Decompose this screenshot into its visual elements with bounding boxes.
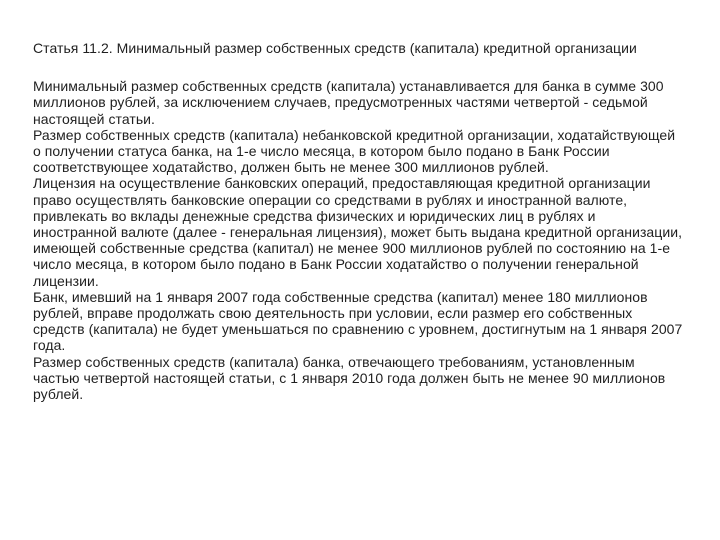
article-text-block bbox=[33, 40, 683, 402]
paragraph-minimum-capital-bank: Минимальный размер собственных средств (капитала) устанавливается для банка в сумме 300 миллионов рублей, за исключением случаев, предусмотренных частями четвертой - седьмой настоящей статьи. bbox=[33, 78, 664, 127]
article-title: Статья 11.2. Минимальный размер собственных средств (капитала) кредитной организации bbox=[33, 40, 637, 56]
paragraph-bank-2007-capital: Банк, имевший на 1 января 2007 года собственные средства (капитал) менее 180 миллионов рублей, вправе продолжать свою деятельность при условии, если размер его собственных средств (капитала) не будет уменьшаться по сравнению с уровнем, достигнутым на 1 января 2007 года. bbox=[33, 288, 683, 354]
paragraph-2010-minimum: Размер собственных средств (капитала) банка, отвечающего требованиям, установленным частью четвертой настоящей статьи, с 1 января 2010 года должен быть не менее 90 миллионов рублей. bbox=[33, 353, 666, 403]
paragraph-nonbank-credit-organization: Размер собственных средств (капитала) небанковской кредитной организации, ходатайствующей о получении статуса банка, на 1-е число месяца, в котором было подано в Банк России соответствующее ходатайство, должен быть не менее 300 миллионов рублей. bbox=[33, 126, 676, 176]
paragraph-general-license: Лицензия на осуществление банковских операций, предоставляющая кредитной организации право осуществлять банковские операции со средствами в рублях и иностранной валюте, привлекать во вклады денежные средства физических и юридических лиц в рублях и иностранной валюте (далее - генеральная лицензия), может быть выдана кредитной организации, имеющей собственные средства (капитал) не менее 900 миллионов рублей по состоянию на 1-е число месяца, в котором было подано в Банк России ходатайство о получении генеральной лицензии. bbox=[33, 175, 683, 289]
